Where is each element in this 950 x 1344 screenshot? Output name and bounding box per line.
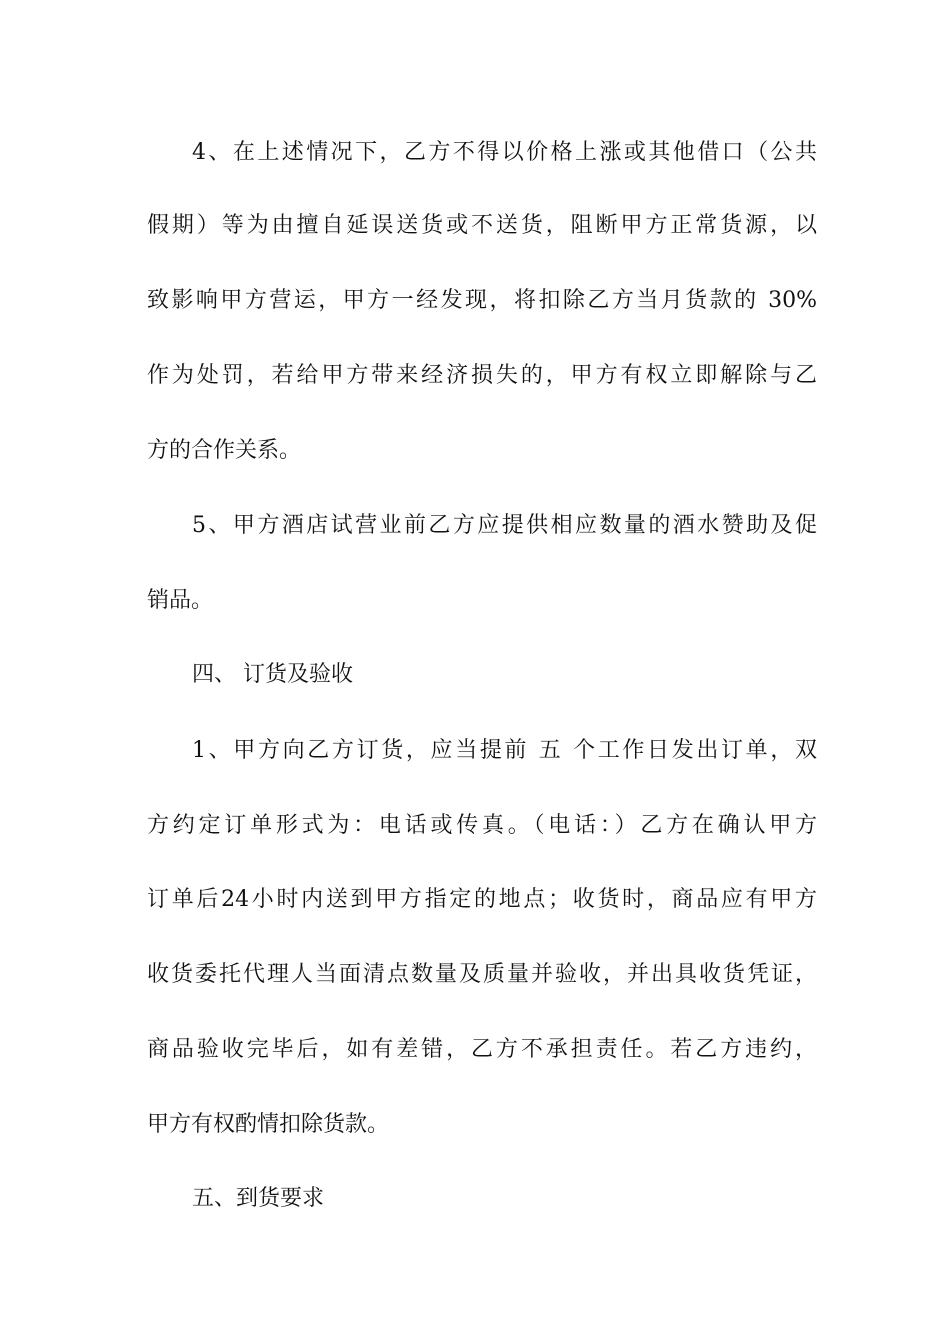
clause-4-line-5: 方的合作关系。 [147, 438, 302, 463]
section-4-clause-1-line-1: 1、甲方向乙方订货，应当提前 五 个工作日发出订单，双 [192, 738, 817, 763]
section-4-heading: 四、 订货及验收 [192, 662, 353, 687]
clause-4-line-3: 致影响甲方营运，甲方一经发现，将扣除乙方当月货款的 30% [147, 288, 817, 313]
clause-5-line-2: 销品。 [147, 588, 214, 613]
section-4-clause-1-line-6: 甲方有权酌情扣除货款。 [147, 1112, 390, 1137]
section-4-clause-1-line-2: 方约定订单形式为：电话或传真。（电话：）乙方在确认甲方 [147, 813, 817, 838]
section-5-heading: 五、到货要求 [192, 1186, 325, 1211]
section-4-clause-1-line-4: 收货委托代理人当面清点数量及质量并验收，并出具收货凭证， [147, 962, 817, 987]
section-4-clause-1-line-5: 商品验收完毕后，如有差错，乙方不承担责任。若乙方违约， [147, 1037, 817, 1062]
clause-5-line-1: 5、甲方酒店试营业前乙方应提供相应数量的酒水赞助及促 [192, 513, 817, 538]
clause-4-line-1: 4、在上述情况下，乙方不得以价格上涨或其他借口（公共 [192, 140, 817, 165]
clause-4-line-2: 假期）等为由擅自延误送货或不送货，阻断甲方正常货源，以 [147, 213, 817, 238]
clause-4-line-4: 作为处罚，若给甲方带来经济损失的，甲方有权立即解除与乙 [147, 363, 817, 388]
section-4-clause-1-line-3: 订单后24小时内送到甲方指定的地点；收货时，商品应有甲方 [147, 887, 817, 912]
